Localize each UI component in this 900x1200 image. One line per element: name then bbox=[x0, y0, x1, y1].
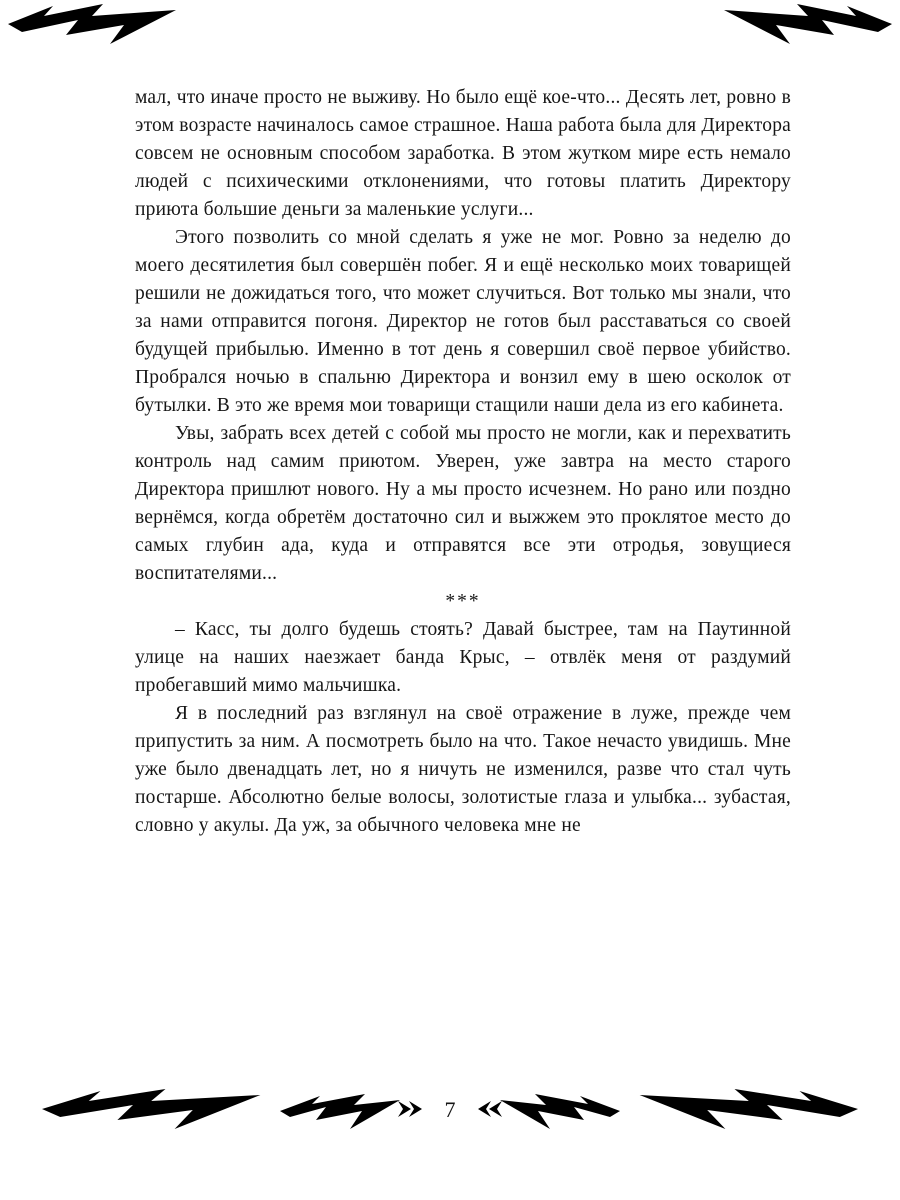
page-number: 7 bbox=[444, 1097, 456, 1122]
paragraph: мал, что иначе просто не выживу. Но было ещё кое-что... Десять лет, ровно в этом возрасте начиналось самое страшное. Наша работа была для Директора совсем не основным способом заработка. В этом жутком мире есть немало людей с психическими отклонениями, что готовы платить Директору приюта большие деньги за маленькие услуги... bbox=[135, 87, 791, 220]
paragraph: – Касс, ты долго будешь стоять? Давай быстрее, там на Паутинной улице на наших наезжает банда Крыс, – отвлёк меня от раздумий пробегавший мимо мальчишка. bbox=[135, 619, 791, 696]
paragraph: Я в последний раз взглянул на своё отражение в луже, прежде чем припустить за ним. А посмотреть было на что. Такое нечасто увидишь. Мне уже было двенадцать лет, но я ничуть не изменился, разве что стал чуть постарше. Абсолютно белые волосы, золотистые глаза и улыбка... зубастая, словно у акулы. Да уж, за обычного человека мне не bbox=[135, 703, 791, 836]
lightning-ornament-icon bbox=[42, 1088, 422, 1132]
lightning-ornament-icon bbox=[717, 4, 892, 46]
paragraph: Этого позволить со мной сделать я уже не мог. Ровно за неделю до моего десятилетия был совершён побег. Я и ещё несколько моих товарищей решили не дожидаться того, что может случиться. Вот только мы знали, что за нами отправится погоня. Директор не готов был расставаться со своей будущей прибылью. Именно в тот день я совершил своё первое убийство. Пробрался ночью в спальню Директора и вонзил ему в шею осколок от бутылки. В это же время мои товарищи стащили наши дела из его кабинета. bbox=[135, 227, 791, 416]
paragraph: Увы, забрать всех детей с собой мы просто не могли, как и перехватить контроль над самим приютом. Уверен, уже завтра на место старого Директора пришлют нового. Ну а мы просто исчезнем. Но рано или поздно вернёмся, когда обретём достаточно сил и выжжем это проклятое место до самых глубин ада, куда и отправятся все эти отродья, зовущиеся воспитателями... bbox=[135, 423, 791, 584]
lightning-ornament-icon bbox=[8, 4, 183, 46]
lightning-ornament-icon bbox=[478, 1088, 858, 1132]
body-text bbox=[135, 84, 791, 840]
section-separator: *** bbox=[445, 591, 481, 612]
page-footer bbox=[0, 1086, 900, 1134]
